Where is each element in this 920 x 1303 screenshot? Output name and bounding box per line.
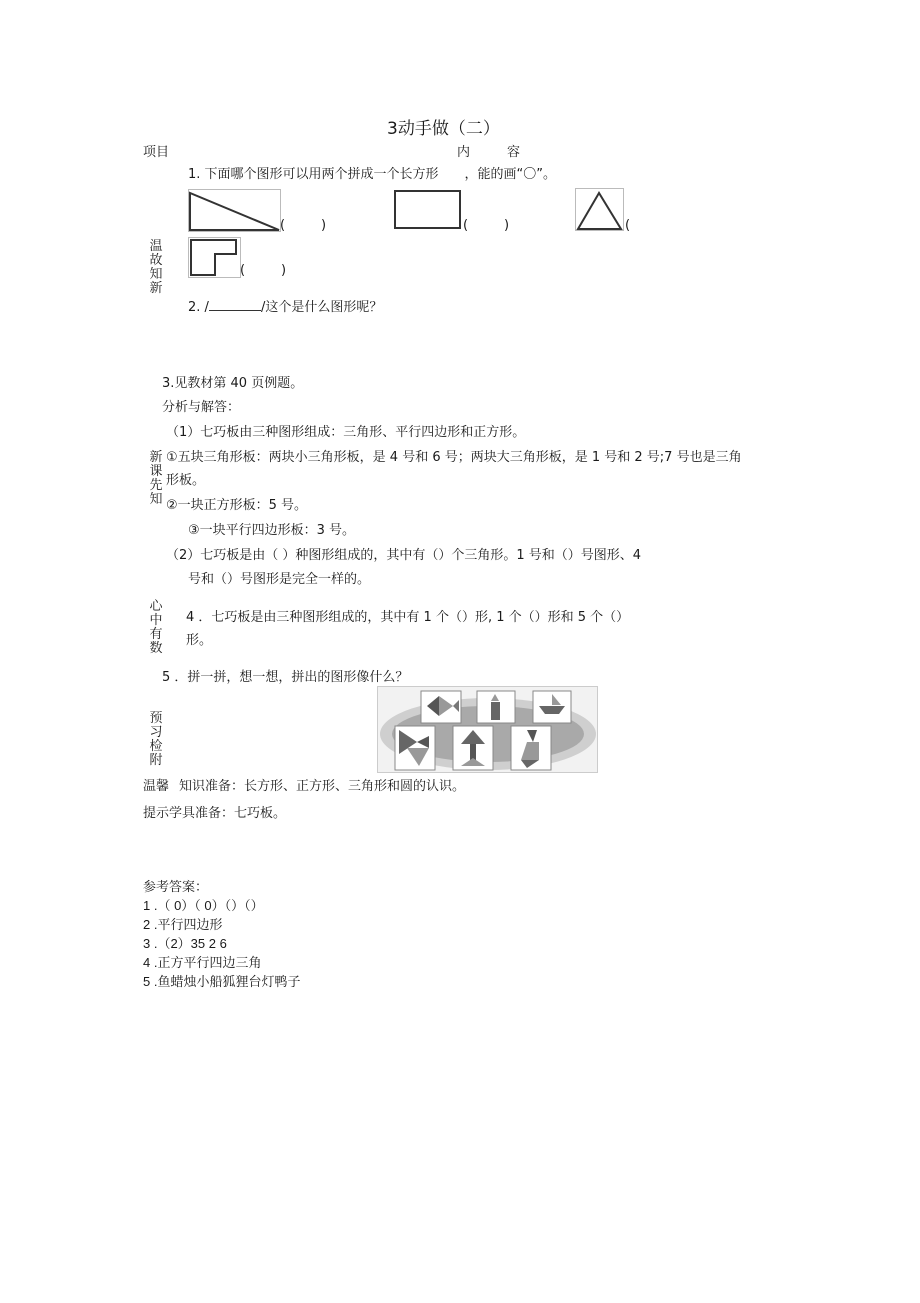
paren-4-close: ) (281, 263, 287, 278)
q3-square: ②一块正方形板：5 号。 (166, 498, 308, 513)
fox-card (395, 726, 435, 770)
question-1: 1. 下面哪个图形可以用两个拼成一个长方形 ，能的画“〇”。 (188, 167, 557, 182)
tangram-figures-image (377, 686, 599, 774)
lamp-card (453, 726, 493, 770)
section-review-label: 温故知新 (149, 239, 163, 296)
answers-heading: 参考答案： (143, 880, 209, 895)
section-new-lesson-label: 新课先知 (149, 450, 163, 507)
l-shape (188, 237, 242, 279)
paren-2-open: ( (463, 218, 469, 233)
paren-1-open: ( (280, 218, 286, 233)
question-3: 3.见教材第 40 页例题。 (162, 376, 304, 391)
header-content-2: 容 (507, 145, 521, 160)
section-in-mind-label: 心中有数 (149, 599, 163, 656)
fish-card (421, 691, 461, 723)
analysis-heading: 分析与解答： (162, 400, 241, 415)
paren-4-open: ( (240, 263, 246, 278)
paren-2-close: ) (504, 218, 510, 233)
answer-5: 5 .鱼蜡烛小船狐狸台灯鸭子 (143, 974, 301, 989)
right-triangle-shape (188, 189, 282, 233)
answer-2: 2 .平行四边形 (143, 917, 223, 932)
knowledge-prep: 知识准备：长方形、正方形、三角形和圆的认识。 (179, 779, 466, 794)
q2-text: 这个是什么图形呢？ (265, 300, 383, 315)
q3-part-2: （2）七巧板是由（ ）种图形组成的，其中有（）个三角形。1 号和（）号图形、4 (166, 548, 642, 563)
q2-slash-right: / (260, 300, 266, 315)
triangle-shape (575, 188, 625, 232)
answer-4: 4 .正方平行四边三角 (143, 955, 262, 970)
question-4-cont: 形。 (186, 633, 213, 648)
answer-1: 1 .（ 0）（ 0）（）（） (143, 898, 264, 913)
question-4: 4 ．七巧板是由三种图形组成的，其中有 1 个（）形, 1 个（）形和 5 个（） (186, 610, 630, 625)
tips-label: 温馨 (143, 779, 170, 794)
q2-slash-left: / (204, 300, 209, 315)
page-title: 3动手做（二） (387, 119, 500, 139)
answer-3: 3 .（2）35 2 6 (143, 936, 227, 951)
tools-prep: 提示学具准备：七巧板。 (143, 806, 287, 821)
candle-card (477, 691, 515, 723)
q2-number: 2. (188, 300, 201, 315)
q3-parallelogram: ③一块平行四边形板：3 号。 (188, 523, 356, 538)
rectangle-shape (394, 190, 462, 230)
boat-card (533, 691, 571, 723)
header-project: 项目 (143, 145, 170, 160)
duck-card (511, 726, 551, 770)
section-preview-check-label: 预习检附 (149, 711, 163, 768)
header-content-1: 内 (457, 145, 471, 160)
parallelogram-blank (209, 298, 261, 311)
q3-part-2-cont: 号和（）号图形是完全一样的。 (188, 572, 371, 587)
q3-part-1: （1）七巧板由三种图形组成：三角形、平行四边形和正方形。 (166, 425, 526, 440)
question-2 (188, 298, 382, 316)
q3-triangles-cont: 形板。 (166, 473, 206, 488)
paren-1-close: ) (321, 218, 327, 233)
question-5: 5 ．拼一拼，想一想，拼出的图形像什么？ (162, 670, 409, 685)
q3-triangles: ①五块三角形板：两块小三角形板，是 4 号和 6 号；两块大三角形板，是 1 号和 2 号;7 号也是三角 (166, 450, 742, 465)
paren-3-open: ( (625, 218, 631, 233)
